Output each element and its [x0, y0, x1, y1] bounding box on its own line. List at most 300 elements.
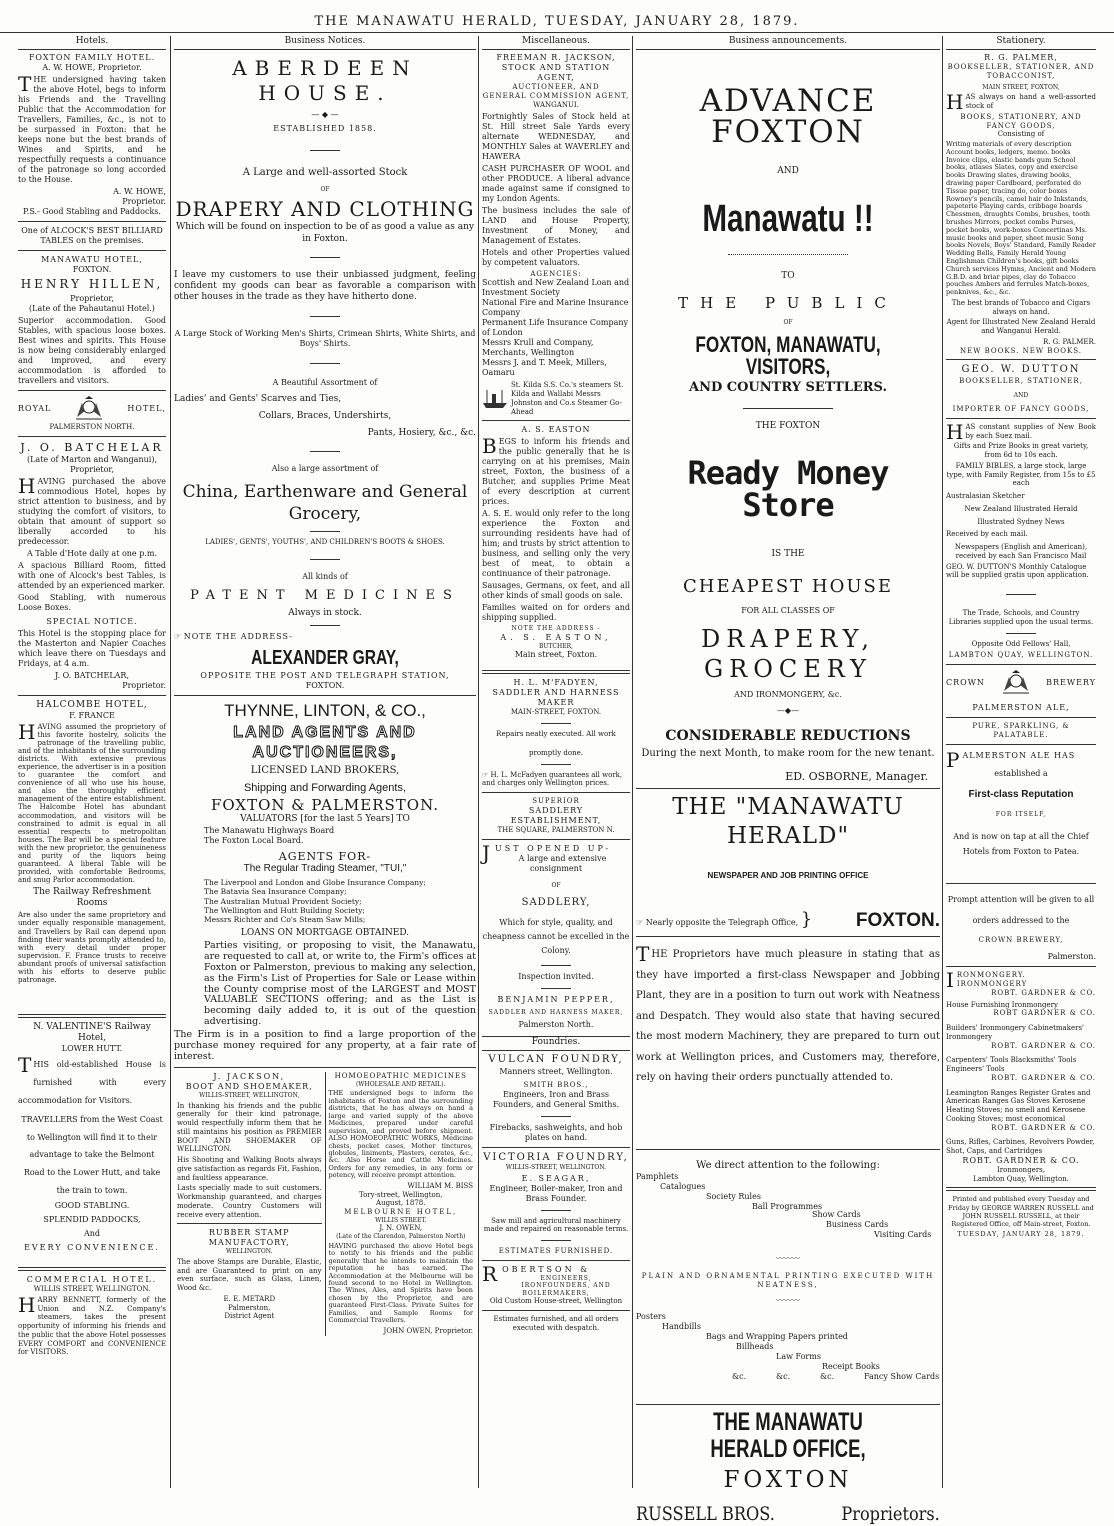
ad-line: A Large and well-assorted Stock	[174, 167, 476, 180]
ad-line: Old Custom House-street, Wellington	[482, 1297, 630, 1306]
divider	[310, 559, 340, 560]
divider	[482, 1260, 630, 1261]
ad-line: Always in stock.	[174, 608, 476, 619]
divider	[946, 966, 1096, 967]
proprietor-name: SMITH BROS.,	[482, 1081, 630, 1090]
divider	[1006, 594, 1036, 595]
proprietor-name: HENRY HILLEN,	[18, 277, 166, 292]
ad-line: Carpenters' Tools Blacksmiths' Tools Engineers' Tools	[946, 1056, 1096, 1074]
ad-body: Agent for Illustrated New Zealand Herald and Wanganui Herald.	[946, 318, 1096, 336]
divider	[946, 359, 1096, 360]
ad-line: Also a large assortment of	[174, 464, 476, 474]
pointing-hand-icon: ☞	[636, 918, 643, 927]
ad-body: A. S. E. would only refer to the long experience the Foxton and surrounding residents have had of him; and trusts by strict attention to business, and selling only the very best of meat, to obtain a continuance of their patronage.	[482, 509, 630, 579]
alexander-gray-heading: ALEXANDER GRAY,	[174, 646, 476, 671]
ad-line: Pants, Hosiery, &c., &c.	[174, 428, 476, 439]
divider	[946, 1187, 1096, 1191]
list-item: Ball Programmes	[752, 1202, 822, 1212]
manawatu-heading: Manawatu !!	[636, 200, 940, 238]
ad-line: Collars, Braces, Undershirts,	[174, 411, 476, 422]
ornament-icon: — ◆ —	[174, 110, 476, 120]
list-item: &c.	[776, 1372, 790, 1382]
section-header: Business Notices.	[174, 36, 476, 50]
ad-line: The Foxton Local Board.	[174, 836, 476, 846]
ad-line: House Furnishing Ironmongery	[946, 1001, 1096, 1010]
ad-line: During the next Month, to make room for the new tenant.	[636, 748, 940, 761]
ad-line: LOANS ON MORTGAGE OBTAINED.	[174, 928, 476, 939]
steamers-notice	[482, 381, 630, 416]
ad-body: Gifts and Prize Books in great variety, from 6d to 10s each.	[946, 442, 1096, 460]
brace-icon: }	[801, 909, 812, 930]
proprietor-name: FREEMAN R. JACKSON,	[482, 53, 630, 63]
hotel-title: MANAWATU HOTEL,	[18, 255, 166, 265]
ad-line: PLAIN AND ORNAMENTAL PRINTING EXECUTED WITH NEATNESS,	[636, 1272, 940, 1290]
signature: ROBT. GARDNER & CO.	[946, 1042, 1096, 1051]
ad-line: NOTE THE ADDRESS-	[184, 632, 293, 641]
ad-line: WILLIS STREET.	[329, 1217, 474, 1225]
list-item: Messrs J. and T. Meek, Millers, Oamaru	[482, 358, 630, 378]
royal-crest-icon	[999, 669, 1033, 697]
hotel-place: LOWER HUTT.	[18, 1044, 166, 1054]
ad-body: Families waited on for orders and shipping supplied.	[482, 603, 630, 623]
list-item: Scottish and New Zealand Loan and Investment Society	[482, 278, 630, 298]
ad-line: Guns, Rifles, Carbines, Revolvers Powder, Shot, Caps, and Cartridges	[946, 1138, 1096, 1156]
divider	[18, 436, 166, 437]
ad-line: New Zealand Illustrated Herald	[946, 505, 1096, 514]
divider	[482, 792, 630, 793]
herald-office-heading: THE MANAWATU HERALD OFFICE,	[636, 1409, 940, 1464]
notice-title: SPECIAL NOTICE.	[18, 617, 166, 627]
ad-body: CASH PURCHASER OF WOOL and other PRODUCE. A liberal advance made against same if consigned to my London Agents.	[482, 164, 630, 204]
hotel-place: FOXTON.	[18, 265, 166, 275]
ad-line: AGENCIES:	[482, 270, 630, 279]
hotel-proprietor: A. W. HOWE, Proprietor.	[18, 63, 166, 73]
hotel-place: PALMERSTON NORTH.	[18, 423, 166, 432]
divider	[18, 695, 166, 696]
ad-body: Newspapers (English and American), received by each San Francisco Mail	[946, 543, 1096, 561]
column-rule	[632, 36, 633, 1488]
note-address	[174, 632, 476, 642]
ad-line: Illustrated Sydney News	[946, 518, 1096, 527]
settlers-heading: AND COUNTRY SETTLERS.	[636, 380, 940, 396]
ad-body: Which for style, quality, and cheapness cannot be excelled in the Colony.	[482, 916, 630, 959]
crown-brewery-heading	[946, 669, 1096, 697]
column-rule	[478, 36, 479, 1488]
ad-line: LAMBTON QUAY, WELLINGTON.	[946, 651, 1096, 660]
ad-body: I leave my customers to use their unbiassed judgment, feeling confident my goods can bear as favorable a comparison with other houses in the trade as they have hitherto done.	[174, 270, 476, 304]
ad-line: The Regular Trading Steamer, "TUI,"	[174, 863, 476, 876]
divider	[946, 418, 1096, 419]
divider	[946, 664, 1096, 665]
list-item: Law Forms	[776, 1352, 821, 1362]
hotels-column	[18, 36, 166, 1488]
ad-line: FOR ITSELF,	[946, 811, 1096, 819]
agencies-list	[174, 878, 476, 925]
ad-title: RUBBER STAMP MANUFACTORY,	[177, 1228, 322, 1248]
signature: August, 1878.	[329, 1199, 474, 1208]
agents-for-heading: AGENTS FOR-	[174, 850, 476, 864]
imprint: Printed and published every Tuesday and Friday by GEORGE WARREN RUSSELL and JOHN RUSSELL RUSSELL, at their Registered Office, off Main-street, Foxton.	[946, 1195, 1096, 1228]
foxton-heading: FOXTON	[636, 1466, 940, 1495]
ad-body: HAVING purchased the above commodious Hotel, hopes by strict attention to business, and by studying the comfort of visitors, to obtain that amount of support so liberally accorded to his predecessor.	[18, 477, 166, 547]
ad-line: established a	[946, 769, 1096, 779]
signature: Proprietor.	[18, 681, 166, 691]
ad-line: PALMERSTON ALE HAS	[946, 751, 1096, 761]
ad-feature: GOOD STABLING.	[18, 1201, 166, 1211]
foundry-title: ROBERTSON &	[482, 1265, 630, 1275]
signature: A. S. EASTON,	[482, 633, 630, 643]
stationery-column	[946, 36, 1096, 1488]
list-item: The Australian Mutual Provident Society;	[204, 897, 476, 906]
postscript: P.S.- Good Stabling and Paddocks.	[18, 207, 166, 217]
list-item: Society Rules	[706, 1192, 761, 1202]
ad-line: Lambton Quay, Wellington.	[946, 1175, 1096, 1184]
printing-list	[636, 1172, 940, 1252]
divider	[174, 695, 476, 696]
hotel-title: N. VALENTINE'S Railway Hotel,	[18, 1022, 166, 1045]
ad-body: The Firm is in a position to find a large proportion of the purchase money required for any property, at a fair rate of interest.	[174, 1030, 476, 1063]
ad-line: FOXTON.	[174, 681, 476, 691]
ad-line: Nearly opposite the Telegraph Office,	[646, 918, 798, 927]
list-item: Handbills	[662, 1322, 701, 1332]
signature: E. E. METARD	[177, 1295, 322, 1304]
signature: Tory-street, Wellington,	[329, 1191, 474, 1200]
list-item: &c.	[820, 1372, 834, 1382]
ad-line: Manners street, Wellington.	[482, 1067, 630, 1077]
divider	[18, 221, 166, 222]
ad-line: Ladies' and Gents' Scarves and Ties,	[174, 394, 476, 405]
ad-line: SUPERIOR	[482, 797, 630, 806]
divider	[174, 1067, 476, 1068]
divider	[541, 764, 571, 765]
aberdeen-house-title: ABERDEEN HOUSE.	[174, 56, 476, 106]
divider	[541, 988, 571, 989]
china-heading: China, Earthenware and General Grocery,	[174, 482, 476, 525]
ad-line: WILLIS-STREET, WELLINGTON,	[177, 1092, 322, 1100]
column-rule	[170, 36, 171, 1488]
divider	[946, 883, 1096, 884]
hotel-title: HOTEL,	[127, 404, 166, 414]
divider	[636, 936, 940, 937]
proprietor-name: H. L. M'FADYEN,	[482, 678, 630, 688]
list-item: National Fire and Marine Insurance Company	[482, 298, 630, 318]
ad-line: LICENSED LAND BROKERS,	[174, 765, 476, 778]
established: ESTABLISHED 1858.	[174, 124, 476, 134]
list-item: Posters	[636, 1312, 666, 1322]
ad-line: Engineers, Iron and Brass Founders, and General Smiths.	[482, 1090, 630, 1110]
divider	[18, 1267, 166, 1271]
ad-line: BOOKSELLER, STATIONER,	[946, 377, 1096, 386]
ad-body: This Hotel is the stopping place for the Masterton and Napier Coaches which leave there on Tuesdays and Fridays, at 4 a.m.	[18, 629, 166, 669]
signature: Proprietor.	[18, 197, 166, 207]
ad-feature: And	[18, 1229, 166, 1239]
divider	[946, 744, 1096, 745]
ad-body: One of ALCOCK'S BEST BILLIARD TABLES on the premises.	[18, 226, 166, 246]
foundry-title: VULCAN FOUNDRY,	[482, 1054, 630, 1067]
ad-line: AUCTIONEER, AND	[482, 83, 630, 92]
ad-body: His Shooting and Walking Boots always give satisfaction as regards Fit, Fashion, and faultless appearance.	[177, 1156, 322, 1182]
ad-line: AND	[636, 166, 940, 177]
ad-title: HOMOEOPATHIC MEDICINES	[329, 1072, 474, 1081]
proprietor-name: E. SEAGAR,	[482, 1174, 630, 1184]
ad-line: AND IRONMONGERY, &c.	[636, 690, 940, 700]
sub-columns	[174, 1072, 476, 1336]
ad-body: St. Kilda S.S. Co.'s steamers St. Kilda and Wallabi Messrs Johnston and Co.s Steamer Go-Ahead	[511, 381, 630, 416]
list-item: Permanent Life Insurance Company of London	[482, 318, 630, 338]
ad-body: The Trade, Schools, and Country Libraries supplied upon the usual terms.	[946, 609, 1096, 627]
divider	[310, 625, 340, 626]
hotel-title: ROYAL	[18, 404, 51, 414]
ad-title: CROWN	[946, 678, 985, 688]
ad-body: THE Proprietors have much pleasure in stating that as they have imported a first-class Newspaper and Jobbing Plant, they are in a position to turn out work with Neatness and Despatch. They would also state that having secured the most modern Machinery, they are prepared to turn out work at Wellington prices, and Customers may, therefore, rely on having their orders punctually attended to.	[636, 945, 940, 1089]
divider	[18, 390, 166, 391]
ad-line: TO	[636, 271, 940, 282]
ad-body: THE undersigned having taken the above Hotel, begs to inform his Friends and the Travelling Public that the Accommodation for Travellers, Families, &c., is not to be surpassed in Foxton: that he keeps none but the best brands of Wines and Spirits, and he respectfully requests a continuance of the patronage so long accorded to the House.	[18, 75, 166, 185]
ad-line: Palmerston.	[946, 952, 1096, 962]
ad-feature: SPLENDID PADDOCKS,	[18, 1215, 166, 1225]
ad-body: Prompt attention will be given to all orders addressed to the	[946, 890, 1096, 932]
ad-line: Shipping and Forwarding Agents,	[174, 782, 476, 796]
ad-line: IRONFOUNDERS, AND BOILERMAKERS,	[482, 1282, 630, 1297]
printing-list	[636, 1312, 940, 1400]
list-item: The Liverpool and London and Globe Insurance Company;	[204, 878, 476, 887]
pointing-hand-icon: ☞	[174, 632, 181, 641]
proprietor-name: F. FRANCE	[18, 711, 166, 721]
signature: JOHN OWEN, Proprietor.	[329, 1327, 474, 1336]
hotel-note: (Late of the Pahautanui Hotel.)	[18, 304, 166, 314]
ad-body: Are also under the same proprietory and under equally responsible management, and Travellers by Rail can depend upon finding their wants promptly attended to, with every detail under proper supervision. F. France trusts to receive abundant proofs of universal satisfaction with his efforts to deserve public patronage.	[18, 911, 166, 983]
agencies-list	[482, 278, 630, 378]
ad-body: Superior accommodation. Good Stables, with spacious loose boxes. Best wines and spirits. This House is now being considerably enlarged and improved, and every accommodation is afforded to travellers and visitors.	[18, 316, 166, 386]
sub-column	[174, 1072, 326, 1336]
hotel-title: MELBOURNE HOTEL,	[329, 1208, 474, 1217]
proprietor-name: J. JACKSON,	[177, 1072, 322, 1082]
ad-title: STOCK AND STATION AGENT,	[482, 63, 630, 83]
signature: ED. OSBORNE, Manager.	[636, 770, 940, 784]
wavy-divider-icon: 〰〰〰	[636, 1254, 940, 1264]
section-header: Foundries.	[482, 1036, 630, 1051]
divider	[728, 254, 848, 255]
ad-body: Writing materials of every description Account books, ledgers, memo. books Invoice clips, elastic bands gum School books, atlases Slates, copy and exercise books Drawing slates, drawing books, drawing paper Cardboard, perforated do Tissue paper, tracing do, color boxes Rowney's pencils, camel hair do Inkstands, papeterie Playing cards, cribbage boards Chessmen, draughts Combs, brushes, tooth brushes Mirrors, pocket combs Purses, pocket books, work-boxes Concertinas Ms. music books and paper, sheet music Song books Novels, Boys' Standard, Family Reader Wedding Bells, Family Herald Young Englishman Children's books, gift books Church services Hymns, Ancient and Modern G.B.D. and briar pipes, clay do Tobacco pouches Ambers and ferrules Match-boxes, penknives, &c., &c.	[946, 141, 1096, 297]
ad-body: The business includes the sale of LAND and House Property, Investment of Money, and Management of Estates.	[482, 206, 630, 246]
ad-line: Estimates furnished, and all orders executed with despatch.	[482, 1315, 630, 1333]
reductions-heading: CONSIDERABLE REDUCTIONS	[636, 728, 940, 746]
ad-line: PURE, SPARKLING, & PALATABLE.	[946, 722, 1096, 740]
ad-line: Ironmongers,	[946, 1166, 1096, 1175]
ad-line: WILLIS-STREET, WELLINGTON.	[482, 1164, 630, 1172]
list-item: Fancy Show Cards	[864, 1372, 939, 1382]
ad-body: Good Stabling, with numerous Loose Boxes.	[18, 593, 166, 613]
ad-line: (Late of the Clarendon, Palmerston North)	[329, 1233, 474, 1241]
ad-line: We direct attention to the following:	[636, 1160, 940, 1173]
ad-line: OF	[174, 186, 476, 194]
ad-body: A Table d'Hote daily at one p.m.	[18, 549, 166, 559]
ornament-icon: —◆—	[636, 706, 940, 716]
signature: ROBT. GARDNER & CO.	[946, 1124, 1096, 1133]
proprietor-name: J. N. OWEN,	[329, 1224, 474, 1233]
signature: District Agent	[177, 1312, 322, 1321]
signature: R. G. PALMER.	[946, 338, 1096, 347]
proprietor-name: R. G. PALMER,	[946, 53, 1096, 63]
sub-column	[326, 1072, 477, 1336]
ad-line: Saw mill and agricultural machinery made and repaired on reasonable terms.	[482, 1217, 630, 1235]
foundry-title: VICTORIA FOUNDRY,	[482, 1152, 630, 1165]
divider	[310, 257, 340, 258]
divider	[1006, 633, 1036, 634]
divider	[946, 717, 1096, 718]
ad-body: Lasts specially made to suit customers. Workmanship guaranteed, and charges moderate. Country Customers will receive every attention.	[177, 1184, 322, 1219]
land-agents-heading: LAND AGENTS AND AUCTIONEERS,	[174, 723, 476, 763]
hotel-title: FOXTON FAMILY HOTEL.	[18, 53, 166, 63]
section-header: Miscellaneous.	[482, 36, 630, 50]
ad-line: Main street, Foxton.	[482, 650, 630, 660]
ad-line: ESTIMATES FURNISHED.	[482, 1247, 630, 1256]
ad-line: AND	[946, 392, 1096, 400]
ad-body: HAVING assumed the proprietory of this favorite hostelry, solicits the patronage of the travelling public, and of the inhabitants of the surrounding districts. With extensive previous experience, the advertiser is in a position to guarantee the comfort and convenience of all who use his house, and also the thoroughly efficient management of the entire establishment. The Halcombe Hotel has abundant accommodation, and visitors will be constrained to admit is equal in all essential respects to metropolitan houses. The Bar will be a special feature with the new proprietor, the genuineness and purity of the liquors being guaranteed. A liberal Table will be provided, with comfortable Bedrooms, and snug Parlor accommodation.	[18, 723, 166, 884]
divider	[310, 363, 340, 364]
divider	[541, 1240, 571, 1241]
list-item: Messrs Krull and Company, Merchants, Wellington	[482, 338, 630, 358]
proprietor-name: J. O. BATCHELAR	[18, 441, 166, 455]
signature: ROBT. GARDNER & CO.	[946, 989, 1096, 998]
list-item: Catalogues	[660, 1182, 705, 1192]
ad-line: A large and extensive consignment	[482, 854, 630, 874]
divider	[541, 1116, 571, 1117]
proprietor-name: GEO. W. DUTTON	[946, 364, 1096, 377]
ad-title: IRONMONGERY. IRONMONGERY	[946, 971, 1096, 989]
proprietor-name: A. S. EASTON	[482, 425, 630, 435]
ready-money-store-heading: Ready Money Store	[636, 457, 940, 521]
ad-body: H. L. McFadyen guarantees all work, and charges only Wellington prices.	[482, 771, 622, 788]
ad-line: BOOKS, STATIONERY, AND FANCY GOODS,	[946, 113, 1096, 131]
royal-hotel-heading	[18, 395, 166, 423]
ad-body: A Large Stock of Working Men's Shirts, Crimean Shirts, White Shirts, and Boys' Shirts.	[174, 329, 476, 349]
hotel-proprietor: Proprietor,	[18, 294, 166, 304]
signature: ROBT. GARDNER & CO.	[946, 1074, 1096, 1083]
ad-line: SADDLER AND HARNESS MAKER,	[482, 1009, 630, 1017]
signature: Palmerston,	[177, 1304, 322, 1313]
ad-line: NOTE THE ADDRESS -	[482, 625, 630, 633]
ad-line: VALUATORS [for the last 5 Years] TO	[174, 814, 476, 825]
ad-line: WANGANUI.	[482, 101, 630, 110]
advance-foxton-heading: ADVANCE FOXTON	[636, 86, 940, 148]
ad-line: LADIES', GENTS', YOUTHS', AND CHILDREN'S BOOTS & SHOES.	[174, 538, 476, 547]
hotel-title: COMMERCIAL HOTEL.	[18, 1275, 166, 1285]
signature: Proprietors.	[842, 1503, 940, 1526]
divider	[310, 531, 340, 532]
section-header: Stationery.	[946, 36, 1096, 50]
ad-body: HAS constant supplies of New Book by each Suez mail.	[946, 423, 1096, 441]
ad-title: SADDLER AND HARNESS MAKER	[482, 688, 630, 708]
wavy-divider-icon: 〰〰〰	[636, 1296, 940, 1306]
ad-line: Leamington Ranges Register Grates and American Ranges Gas Stoves Kerosene Heating Stoves; no smell and Kerosene Cooking Stoves; most economical	[946, 1089, 1096, 1124]
ad-line: Australasian Sketcher	[946, 492, 1096, 501]
ad-body: TRAVELLERS from the West Coast to Wellington will find it to their advantage to take the Belmont Road to the Lower Hutt, and take the train to town.	[18, 1111, 166, 1199]
signature: J. O. BATCHELAR,	[18, 671, 166, 681]
ad-line: Firebacks, sashweights, and hob plates on hand.	[482, 1123, 630, 1143]
ad-line: CROWN BREWERY,	[946, 936, 1096, 945]
miscellaneous-column	[482, 36, 630, 1488]
ad-line: PALMERSTON ALE,	[946, 703, 1096, 713]
hotel-proprietor: Proprietor,	[18, 465, 166, 475]
signature: BENJAMIN PEPPER,	[482, 995, 630, 1005]
visitors-heading: FOXTON, MANAWATU, VISITORS,	[636, 334, 940, 378]
ad-line: BOOKSELLER, STATIONER, AND TOBACCONIST,	[946, 63, 1096, 81]
ad-line: The Manawatu Highways Board	[174, 826, 476, 836]
ad-line: THE SQUARE, PALMERSTON N.	[482, 826, 630, 835]
section-header: Business announcements.	[636, 36, 940, 50]
ad-line: Builders' Ironmongery Cabinetmakers' Ironmongery	[946, 1024, 1096, 1042]
ad-body: GEO. W. DUTTON'S Monthly Catalogue will be supplied gratis upon application.	[946, 563, 1096, 581]
ad-body: Hotels and other Properties valued by competent valuators.	[482, 248, 630, 268]
section-header: Hotels.	[18, 36, 166, 50]
ad-line: Engineer, Boiler-maker, Iron and Brass Founder.	[482, 1184, 630, 1204]
divider	[482, 670, 630, 674]
divider	[310, 451, 340, 452]
pointing-hand-icon: ☞	[482, 771, 488, 779]
ad-line: BUTCHER,	[482, 643, 630, 651]
imprint-date: TUESDAY, JANUARY 28, 1879.	[946, 1230, 1096, 1238]
cheapest-house-heading: CHEAPEST HOUSE	[636, 576, 940, 599]
foxton-heading: FOXTON.	[856, 909, 940, 933]
ad-body: Sausages, Germans, ox feet, and all other kinds of small goods on sale.	[482, 581, 630, 601]
ad-line: NEW BOOKS. NEW BOOKS.	[946, 347, 1096, 356]
ad-body: Parties visiting, or proposing to visit, the Manawatu, are requested to call at, or write to, the Firm's offices at Foxton or Palmerston, previous to making any selection, as the Firm's List of Properties for Sale or Lease within the County comprise most of the LARGEST and MOST VALUABLE SECTIONS offering; and as the List is becoming daily added to, it is out of the question advertising.	[174, 941, 476, 1028]
ad-line: promptly done.	[482, 749, 630, 758]
signature: WILLIAM M. BISS	[329, 1182, 474, 1191]
ad-line: NEWSPAPER AND JOB PRINTING OFFICE	[636, 871, 940, 881]
ad-line: Opposite Odd Fellows' Hall,	[946, 640, 1096, 649]
ad-line: OF	[636, 319, 940, 327]
signature: ROBT. GARDNER & CO.	[946, 1156, 1096, 1166]
list-item: Receipt Books	[822, 1362, 880, 1372]
signature: A. W. HOWE,	[18, 187, 166, 197]
ad-line: Repairs neatly executed. All work	[482, 730, 630, 739]
reputation-heading: First-class Reputation	[946, 789, 1096, 802]
ad-line: IS THE	[636, 549, 940, 560]
the-public-heading: THE PUBLIC	[636, 294, 940, 313]
ad-line: MAIN-STREET, FOXTON.	[482, 708, 630, 717]
divider	[541, 723, 571, 724]
hotel-title: HALCOMBE HOTEL,	[18, 700, 166, 711]
ad-line: BOOT AND SHOEMAKER,	[177, 1082, 322, 1092]
ad-line: FOR ALL CLASSES OF	[636, 606, 940, 616]
ad-line: Consisting of	[946, 130, 1096, 139]
ad-body: THIS old-established House is furnished with every accommodation for Visitors.	[18, 1056, 166, 1109]
ad-title: JUST OPENED UP-	[482, 844, 630, 854]
list-item: The Batavia Sea Insurance Company;	[204, 887, 476, 896]
ad-body: In thanking his friends and the public generally for their kind patronage, would respectfully inform them that he still maintains his position as PREMIER BOOT AND SHOEMAKER OF WELLINGTON.	[177, 1102, 322, 1155]
ad-body: Fortnightly Sales of Stock held at St. Hill street Sale Yards every alternate WEDNESDAY, and MONTHLY Sales at WAVERLEY and HAWERA	[482, 112, 630, 162]
guarantee-notice	[482, 771, 630, 789]
steamship-icon	[482, 388, 508, 410]
ad-body: HAVING purchased the above Hotel begs to notify to his friends and the public generally that he intends to maintain the reputation he has earned. The Accommodation at the Melbourne will be found second to no Hotel in Wellington. The Wines, Ales, and Spirits have been chosen by the Proprietor, and are guaranteed First-Class. Private Suites for Families, and Sample Rooms for Commercial Travellers.	[329, 1243, 474, 1325]
column-rule	[942, 36, 943, 1488]
divider	[482, 1310, 630, 1311]
herald-heading: THE "MANAWATU HERALD"	[636, 793, 940, 851]
hotel-note: (Late of Marton and Wanganui),	[18, 455, 166, 465]
list-item: Show Cards	[812, 1210, 861, 1220]
ad-line: GENERAL COMMISSION AGENT,	[482, 92, 630, 101]
list-item: Messrs Richter and Co's Steam Saw Mills;	[204, 915, 476, 924]
ad-line: A Beautiful Assortment of	[174, 378, 476, 388]
thynne-linton-heading: THYNNE, LINTON, & CO.,	[174, 700, 476, 721]
ad-line: IMPORTER OF FANCY GOODS,	[946, 405, 1096, 414]
divider	[310, 150, 340, 151]
signature: ROBT GARDNER & CO.	[946, 1009, 1096, 1018]
list-item: The Wellington and Hutt Building Society;	[204, 906, 476, 915]
telegraph-text	[636, 909, 812, 932]
